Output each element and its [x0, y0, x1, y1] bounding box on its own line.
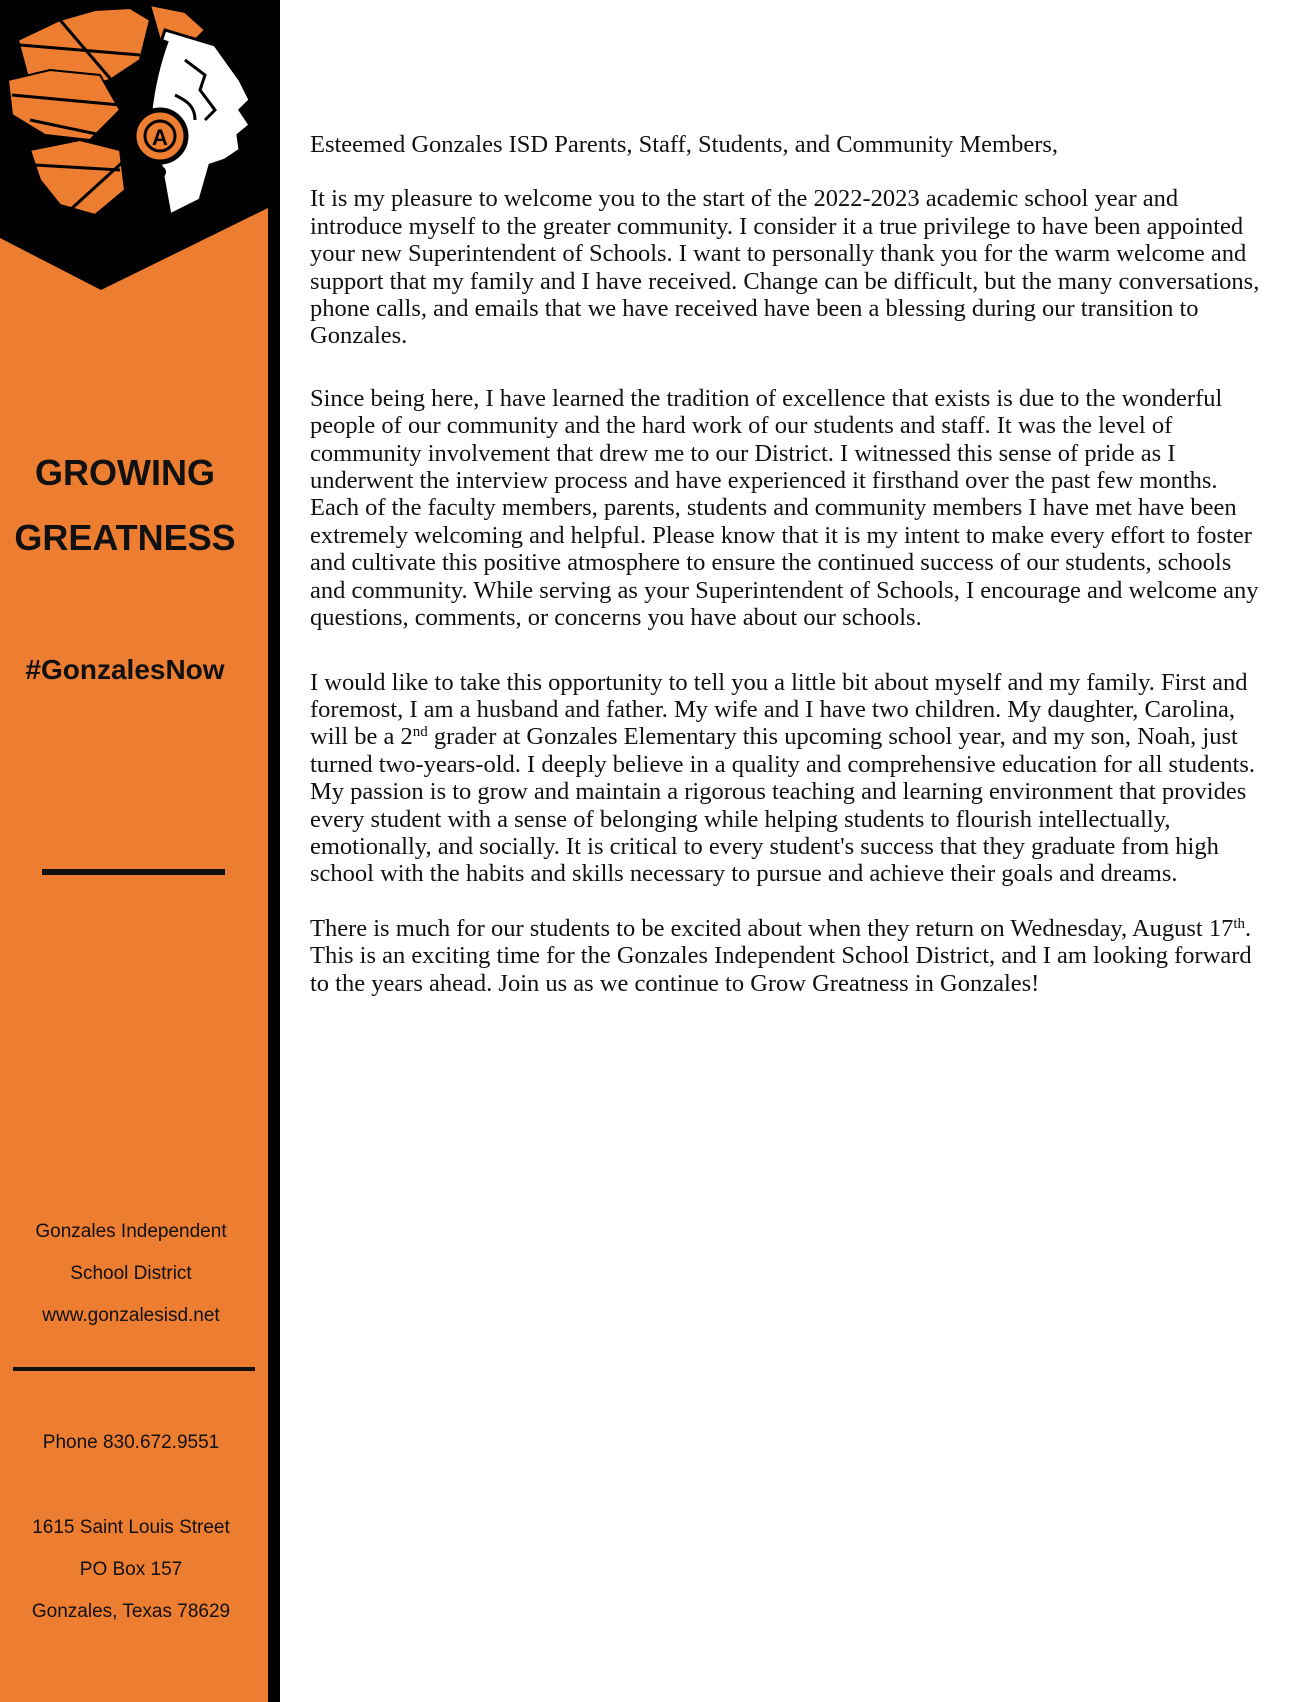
district-name-line2: School District — [70, 1263, 192, 1284]
letter-salutation: Esteemed Gonzales ISD Parents, Staff, Students, and Community Members, — [310, 131, 1059, 158]
district-phone: Phone 830.672.9551 — [42, 1432, 220, 1453]
tagline-greatness: GREATNESS — [14, 517, 236, 558]
logo-letter: A — [152, 125, 168, 150]
letter-paragraph-2: Since being here, I have learned the tradition of excellence that exists is due to the wonderful people of our community and the hard work of our students and staff. It was the level of community involvement that drew me to our District. I witnessed this sense of pride as I underwent the interview process and have experienced it firsthand over the past few months. Each of the faculty members, parents, students and community members I have met have been extremely welcoming and helpful. Please know that it is my intent to make every effort to foster and cultivate this positive atmosphere to ensure the continued success of our students, schools and community. While serving as your Superintendent of Schools, I encourage and welcome any questions, comments, or concerns you have about our schools. — [310, 384, 1259, 632]
indian-head-logo-icon — [0, 0, 262, 230]
paragraph-3-part-b: grader at Gonzales Elementary this upcoming school year, and my son, Noah, just turned two-years-old. I deeply believe in a quality and comprehensive education for all students. My passion is to grow and maintain a rigorous teaching and learning environment that provides every student with a sense of belonging while helping students to flourish intellectually, emotionally, and socially. It is critical to every student's success that they graduate from high school with the habits and skills necessary to pursue and achieve their goals and dreams. — [310, 723, 1255, 888]
address-line1: 1615 Saint Louis Street — [32, 1517, 230, 1538]
paragraph-3-part-a: I would like to take this opportunity to tell you a little bit about myself and my family. First and foremost, I am a husband and father. My wife and I have two children. My daughter, Carolina, will be a 2 — [310, 668, 1248, 751]
address-line3: Gonzales, Texas 78629 — [31, 1601, 231, 1622]
letter-paragraph-3 — [310, 669, 1265, 888]
address-line2: PO Box 157 — [79, 1559, 183, 1580]
sidebar-divider-top — [42, 869, 225, 875]
ordinal-suffix: th — [1233, 915, 1246, 932]
paragraph-4-part-a: There is much for our students to be excited about when they return on Wednesday, August 17 — [310, 914, 1234, 942]
tagline-growing: GROWING — [35, 452, 215, 493]
ordinal-suffix: nd — [412, 724, 428, 741]
district-website: www.gonzalesisd.net — [42, 1305, 220, 1326]
letter-body — [310, 131, 1265, 997]
hashtag: #GonzalesNow — [25, 654, 225, 685]
district-name-line1: Gonzales Independent — [35, 1221, 227, 1242]
letter-paragraph-1: It is my pleasure to welcome you to the start of the 2022-2023 academic school year and introduce myself to the greater community. I consider it a true privilege to have been appointed your new Superintendent of Schools. I want to personally thank you for the warm welcome and support that my family and I have received. Change can be difficult, but the many conversations, phone calls, and emails that we have received have been a blessing during our transition to Gonzales. — [310, 185, 1260, 350]
sidebar-divider-bottom — [13, 1367, 255, 1371]
paragraph-4-part-b: . This is an exciting time for the Gonzales Independent School District, and I am looking forward to the years ahead. Join us as we continue to Grow Greatness in Gonzales! — [310, 914, 1252, 997]
letter-paragraph-4 — [310, 915, 1265, 997]
